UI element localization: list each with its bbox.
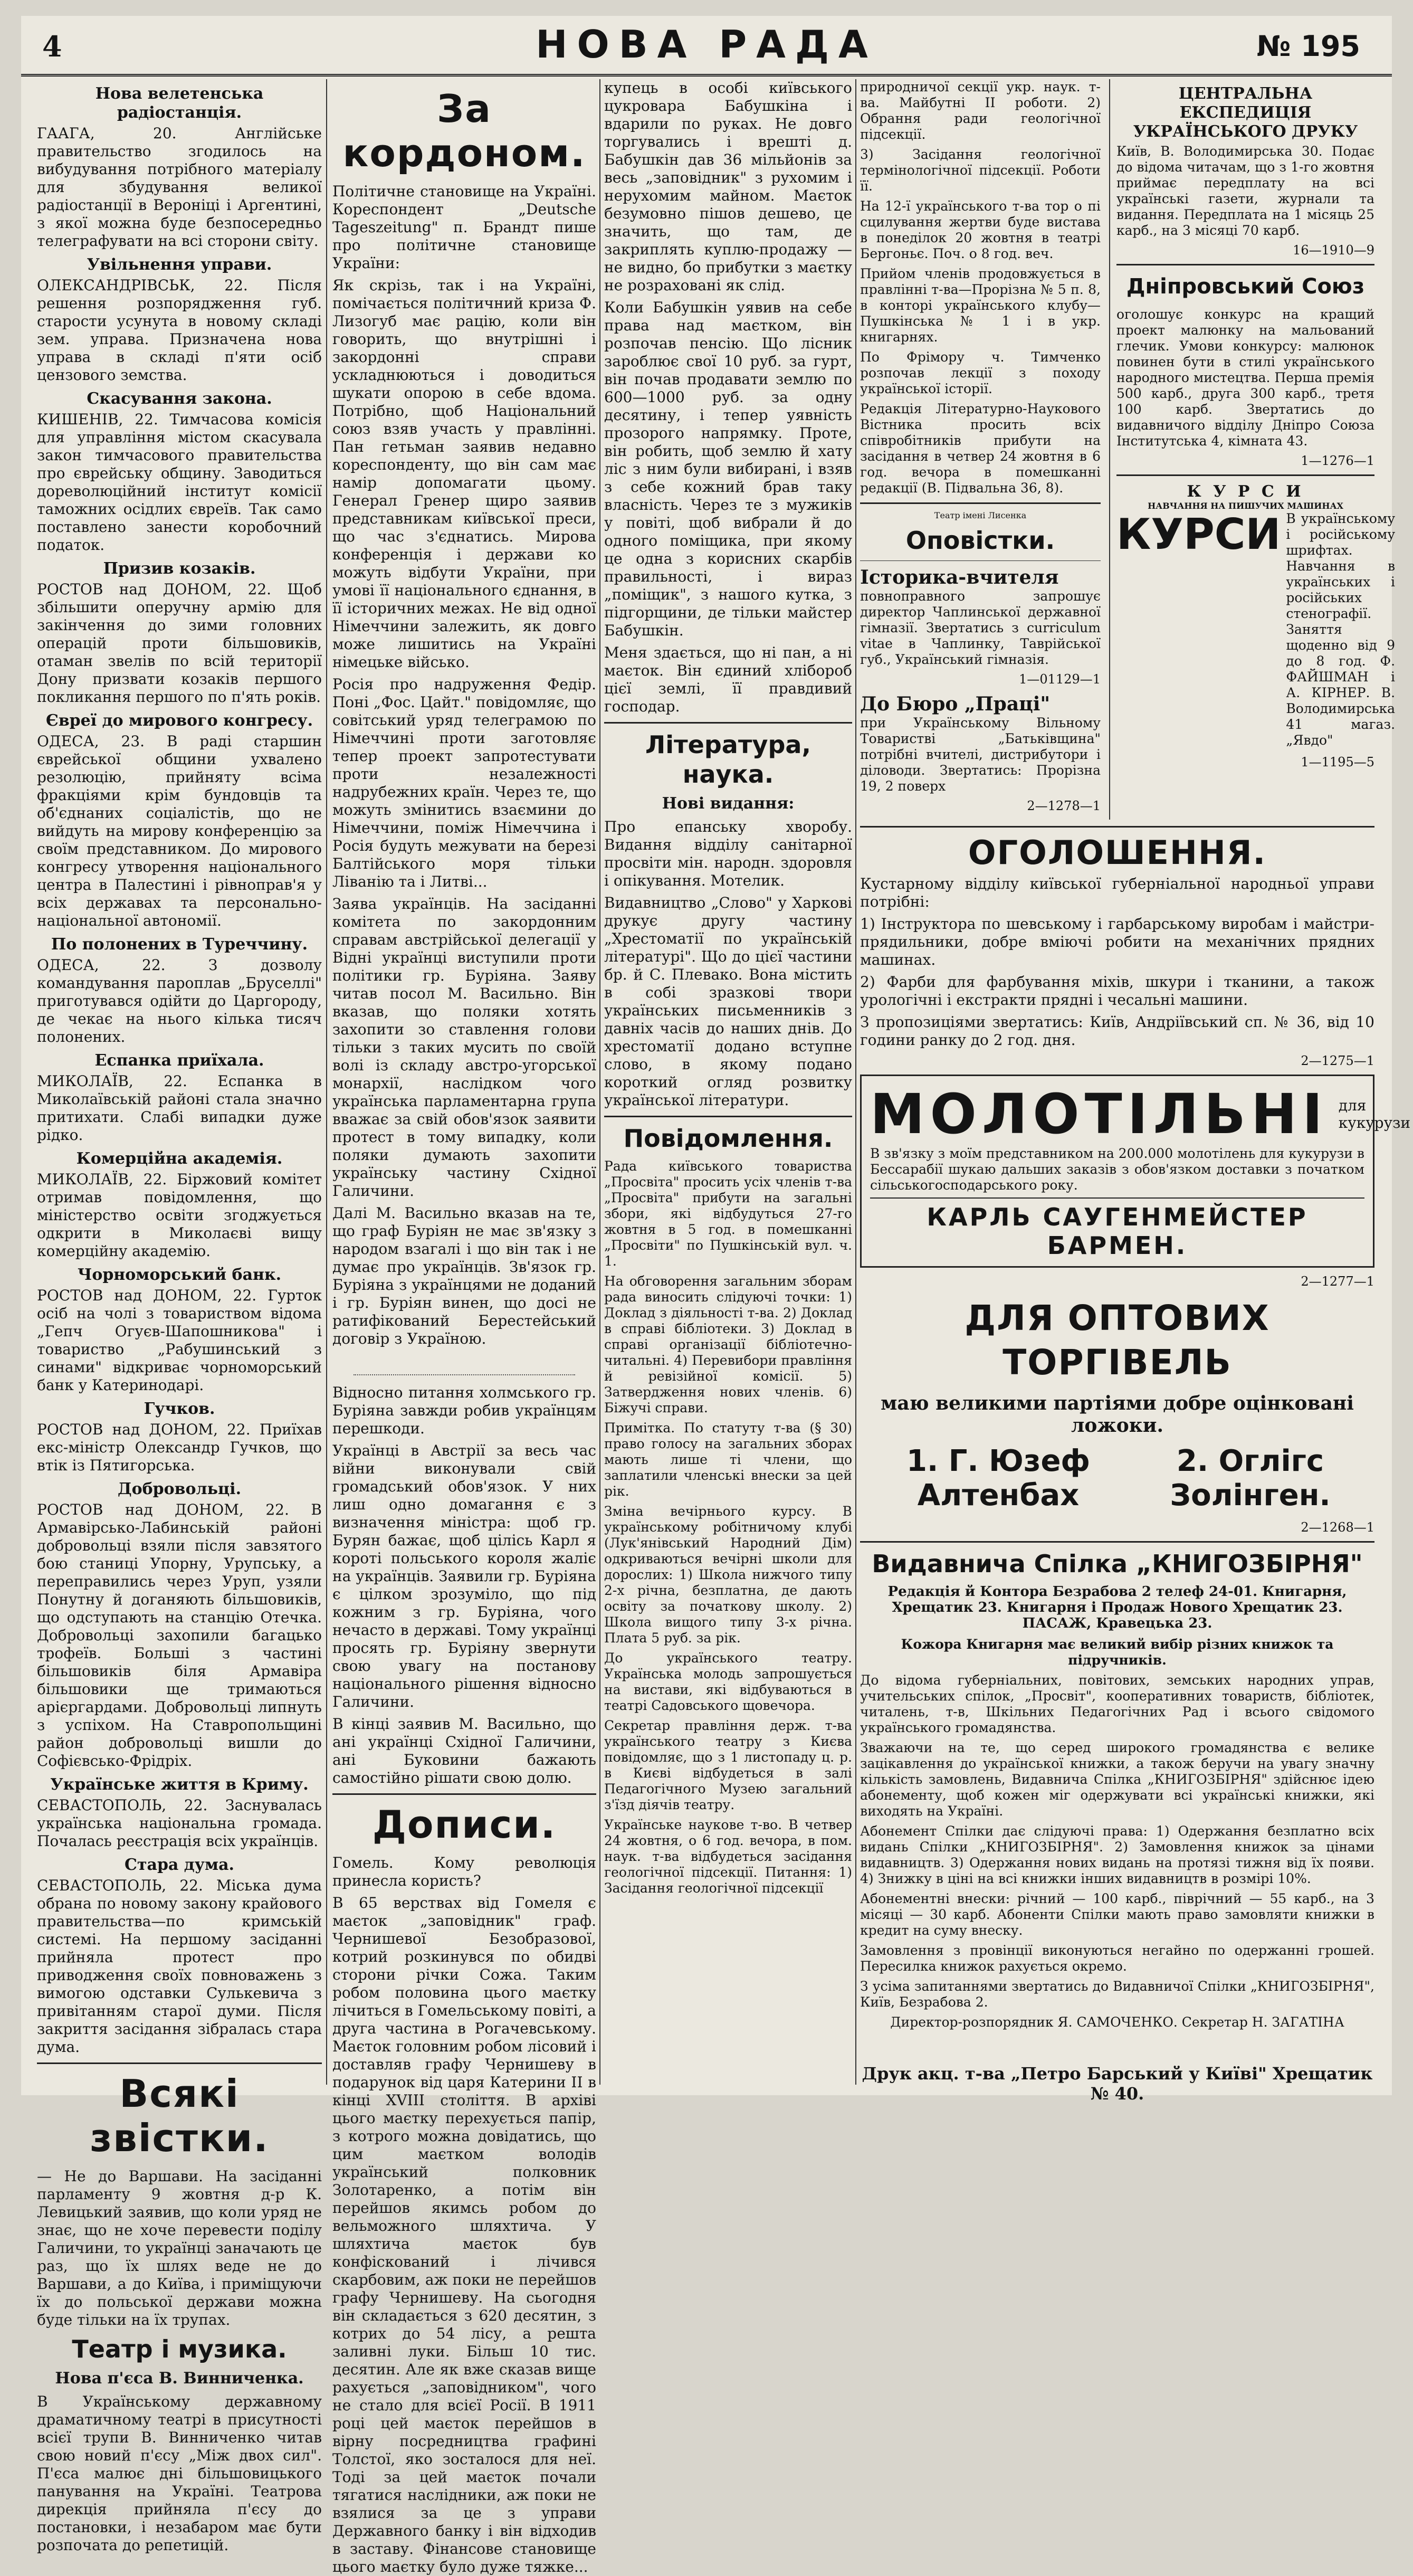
notices bbox=[604, 1158, 852, 1896]
section-title-povidomlennya: Повідомлення. bbox=[623, 1124, 833, 1153]
printer-footer: Друк акц. т-ва „Петро Барський у Київі" Хрещатик № 40. bbox=[862, 2064, 1373, 2104]
divider bbox=[860, 560, 1101, 561]
section-title-teatr: Театр і музика. bbox=[72, 2335, 287, 2363]
notice-text: Примітка. По статуту т-ва (§ 30) право голосу на загальних зборах мають лише ті члени, що заплатили членські внески за цей рік. bbox=[604, 1420, 852, 1499]
article-text: В кінці заявив М. Васильно, що ані українці Східної Галичини, ані Буковини бажають самостійно рішати свою долю. bbox=[332, 1715, 596, 1786]
ad-text: Кожора Книгарня має великий вибір різних книжок та підручників. bbox=[901, 1637, 1334, 1668]
article-text: Коли Бабушкін уявив на себе права над маєтком, він розпочав пенсію. Що лісник зароблює свої 10 руб. за гурт, він почав продавати землю по 600—1000 руб. за одну десятину, і тепер уявність прозорого напрямку. Проте, він робить, щоб землю й хату ліс з ним були вибирані, і взяв з себе кожний брав таку власність. Через те з мужиків у повіті, щоб вибрали й до одного поміщика, при якому це одна з корисних скарбів правильності, і вираз „поміщик", з нашого кутка, з підгорщини, де тільки майстер Бабушкін. bbox=[604, 299, 852, 639]
section-divider bbox=[332, 1793, 596, 1795]
news-headline: Увільнення управи. bbox=[87, 255, 272, 274]
notice-text: До українського театру. Українська молодь запрошується на вистави, які відбуваються в театрі Садовського щовечора. bbox=[604, 1650, 852, 1713]
handwritten-mark bbox=[354, 1353, 575, 1375]
ad-firm: КАРЛЬ САУГЕНМЕЙСТЕР БАРМЕН. bbox=[870, 1197, 1364, 1260]
knygozbirnya-title: Видавнича Спілка „КНИГОЗБІРНЯ" bbox=[872, 1550, 1363, 1578]
ad-text: До відома губерніальних, повітових, земських народних управ, учительських спілок, „Просвіт", кооперативних товариств, бібліотек, читалень, т-в, Шкільних Педагогічних Рад і всього свідомого українського громадянства. bbox=[860, 1672, 1374, 1735]
section-title-kordon: За кордоном. bbox=[342, 87, 586, 175]
ad-text: В українському і російському шрифтах. Навчання в українських і російських стенографії. Заняття щоденно від 9 до 8 год. Ф. ФАЙШМАН і А. КІРНЕР. В. Володимирська 41 магаз. „Явдо" bbox=[1286, 511, 1396, 748]
section-title-literatura: Література, наука. bbox=[645, 730, 811, 788]
news-headline: Гучков. bbox=[144, 1400, 215, 1418]
ad-big-word: МОЛОТІЛЬНІ bbox=[870, 1082, 1328, 1146]
notice-text: 3) Засідання геологічної термінологічної підсекції. Роботи її. bbox=[860, 147, 1101, 194]
column-2 bbox=[332, 79, 596, 2575]
ad-ref: 2—1277—1 bbox=[1301, 1274, 1374, 1289]
ad-text: Кустарному відділу київської губерніальної народньої управи потрібні: bbox=[860, 875, 1374, 910]
ad-text: оголошує конкурс на кращий проект малюнку на мальований глечик. Умови конкурсу: малюнок повинен бути в стилі українського народного мистецтва. Перша премія 500 карб., друга 300 карб., третя 100 карб. Звертатись до видавничого відділу Дніпро Союза Інститутська 4, кімната 43. bbox=[1116, 307, 1374, 449]
column-4 bbox=[860, 79, 1410, 2090]
news-headline: Призив козаків. bbox=[103, 559, 256, 578]
ad-text: Абонементні внески: річний — 100 карб., піврічний — 55 карб., на 3 місяці — 30 карб. Абоненти Спілки мають право замовляти книжки в кредит на суму внеску. bbox=[860, 1891, 1374, 1938]
news-text: РОСТОВ над ДОНОМ, 22. Приїхав екс-міністр Олександр Гучков, що втік із Пятигорська. bbox=[37, 1421, 322, 1474]
news-text: МИКОЛАЇВ, 22. Біржовий комітет отримав повідомлення, що міністерство освіти згоджується одкрити в Миколаєві вищу комерційну академію. bbox=[37, 1171, 322, 1260]
ad-text: Зважаючи на те, що серед широкого громадянства є велике зацікавлення до української книжки, а також беручи на увагу значну кількість замовлень, Видавнича Спілка „КНИГОЗБІРНЯ" здійснює ідею абонементу, щоб кожен міг одержувати всі українські книжки, які виходять на Україні. bbox=[860, 1740, 1374, 1819]
section-divider bbox=[860, 502, 1101, 504]
news-text: РОСТОВ над ДОНОМ, 22. В Армавірсько-Лабинській районі добровольці взяли після завзятого бою станиці Упорну, Урупську, а переправились через Уруп, узяли Понутну й доганяють більшовиків, що одступають на станцію Отечка. Добровольці захопили багацько трофеїв. Больші з частині більшовиків біля Армавіра більшовики ще тримаються арієргардами. Добровольці липнуть з успіхом. На Ставропольщині район добровольці вишли до Софієвсько-Фрідріх. bbox=[37, 1501, 322, 1770]
ad-text: З пропозиціями звертатись: Київ, Андріївський сп. № 36, від 10 години ранку до 2 год. дня. bbox=[860, 1013, 1374, 1049]
news-text: СЕВАСТОПОЛЬ, 22. Міська дума обрана по новому закону крайового правительства—по кримській системі. На першому засіданні прийняла протест про приводження своїх повноважень з вимогою одставки Сулькевича з привітанням старої думи. Після закриття засідання зібралась стара дума. bbox=[37, 1877, 322, 2056]
news-headline: Євреї до мирового конгресу. bbox=[45, 711, 313, 730]
theatre-label: Театр імені Лисенка bbox=[934, 510, 1027, 520]
ad-ref: 2—1278—1 bbox=[1027, 799, 1101, 813]
kursy-body bbox=[1116, 510, 1396, 753]
news-text: КИШЕНІВ, 22. Тимчасова комісія для управління містом скасувала закон тимчасового правительства про єврейську общину. Заводиться дореволюційний інститут комісії таможних осідлих євреїв. Так само поставлено занести коробочний податок. bbox=[37, 411, 322, 554]
news-text: ОДЕСА, 23. В раді старшин єврейської общини ухвалено резолюцію, прийняту всіма фракціями крім бундовців та об'єднаних соціалістів, що не вийдуть на мирову конференцію за своїм представником. До мирового конгресу утворення національного центра в Палестині і рівноправ'я у всіх державах та персонально-національної автономії. bbox=[37, 733, 322, 929]
page-number: 4 bbox=[42, 30, 62, 63]
article-text: Українці в Австрії за весь час війни виконували свій громадський обов'язок. У них лиш одно домагання є з визначення міністра: щоб гр. Бурян бажає, щоб цілісь Карл я короті польського короля жаліє на українців. Заявили гр. Буріяна є цілком зрозуміло, що під кожним з гр. Буріяна, чого нечасто в державі. Тому українці просять гр. Буріяну звернути свою увагу на постанову національного рішення відносно Галичини. bbox=[332, 1442, 596, 1710]
article-text: купець в особі київського цукровара Бабушкіна і вдарили по руках. Не довго торгувались і врешті д. Бабушкін дав 36 мільйонів за весь „заповідник" з рухомим і нерухомим майном. Маєток безумовно пішов дешево, це значить, що там, де закриплять куплю-продажу — не видно, бо прибутки з маєтку не розраховані як слід. bbox=[604, 79, 852, 294]
ad-text: З усіма запитаннями звертатись до Видавничої Спілки „КНИГОЗБІРНЯ", Київ, Безрабова 2. bbox=[860, 1979, 1374, 2010]
news-headline: Комерційна академія. bbox=[76, 1149, 283, 1168]
ad-ref: 2—1275—1 bbox=[1301, 1053, 1374, 1068]
ad-text: Замовлення з провінції виконуються негайно по одержанні грошей. Пересилка книжок рахується окремо. bbox=[860, 1943, 1374, 1974]
section-title-dopysy: Дописи. bbox=[372, 1802, 557, 1847]
article-text: Росія про надруження Федір. Поні „Фос. Цайт." повідомляє, що совітський уряд телеграмою по Німеччині проти заготовляє тепер проект запротестувати проти незалежності надрубежних країн. Через те, що можуть змінитись взаємини до Німеччини, поміж Німеччина і Росія будуть межувати на березі Балтійського моря тільки Ліванію та і Литві... bbox=[332, 676, 596, 890]
ad-text: при Українському Вільному Товаристві „Батьківщина" потрібні вчителі, дистрибутори і діловоди. Звертатись: Прорізна 19, 2 поверх bbox=[860, 715, 1101, 794]
right-ads bbox=[1109, 79, 1396, 820]
ad-text: повноправного запрошує директор Чаплинської державної гімназії. Звертатись з curriculum vitae в Чаплинку, Таврійської губ., Український гімназія. bbox=[860, 588, 1101, 667]
article-text: Про епанську хворобу. Видання відділу санітарної просвіти мін. народн. здоровля і опікування. Мотелик. bbox=[604, 818, 852, 889]
ad-ref: 1—1276—1 bbox=[1301, 453, 1374, 468]
news-text: В Українському державному драматичному театрі в присутності всієї трупи В. Винниченко читав свою новий п'єсу „Між двох сил". П'єса малює дні більшовицького панування на Україні. Театрова дирекція прийняла п'єсу до постановки, і незабаром має бути розпочата до репетицій. bbox=[37, 2393, 322, 2554]
news-headline: Стара дума. bbox=[125, 1856, 234, 1874]
news-headline: Нова велетенська радіостанція. bbox=[95, 84, 264, 122]
section-divider bbox=[860, 826, 1374, 828]
article-text: Як скрізь, так і на Україні, помічається політичний криза Ф. Лизогуб має рацію, коли він говорить, що внутрішні і закордонні справи ускладнюються і доводиться шукати опорою в себе вдома. Потрібно, щоб Національний союз взяв участь у правлінні. Пан гетьман заявив недавно кореспонденту, що він сам має намір допомагати цьому. Генерал Гренер щиро заявив представникам київської преси, що час з'єднатись. Мирова конференція і держави ко можуть відбути України, при умові її національного єднання, в її історичних межах. Не від одної Німеччини залежить, як довго може лишитись на Україні німецьке військо. bbox=[332, 277, 596, 671]
notice-text: На обговорення загальним зборам рада виносить слідуючі точки: 1) Доклад з діяльності т-ва. 2) Доклад в справі бібліотеки. 3) Доклад в справі організації бібліотечно-читальні. 4) Перевибори правління й ревізійної комісії. 5) Затвердження нових членів. 6) Біжучі справи. bbox=[604, 1273, 852, 1415]
notice-text: По Фрімору ч. Тимченко розпочав лекції з походу української історії. bbox=[860, 349, 1101, 396]
notice-text: Рада київського товариства „Просвіта" просить усіх членів т-ва „Просвіта" прибути на загальні збори, які відбудуться 27-го жовтня в 5 год. в помешканні „Просвіти" по Пушкінській вул. ч. 1. bbox=[604, 1158, 852, 1269]
section-subtitle: Нові видання: bbox=[662, 794, 795, 813]
news-headline: Еспанка приїхала. bbox=[94, 1051, 264, 1070]
notice-text: На 12-ї українського т-ва тор о пі сцилування жертви буде вистава в понеділок 20 жовтня в театрі Бергоньє. Поч. о 8 год. веч. bbox=[860, 198, 1101, 261]
news-headline: Скасування закона. bbox=[87, 389, 272, 408]
newspaper-title: НОВА РАДА bbox=[536, 22, 877, 66]
column-rule bbox=[599, 79, 600, 2085]
section-subtitle: Нова п'єса В. Винниченка. bbox=[55, 2369, 304, 2388]
section-divider bbox=[37, 2062, 322, 2064]
molotilni-header bbox=[870, 1082, 1410, 1146]
column-rule bbox=[326, 79, 327, 2085]
section-divider bbox=[860, 1541, 1374, 1543]
opt-title: ДЛЯ ОПТОВИХ ТОРГІВЕЛЬ bbox=[965, 1298, 1270, 1383]
divider bbox=[1116, 474, 1374, 476]
notices-continued bbox=[860, 79, 1101, 820]
article-text: Відносно питання холмського гр. Буріяна завжди робив українцям перешкоди. bbox=[332, 1384, 596, 1437]
ad-text: Київ, В. Володимирська 30. Подає до відома читачам, що з 1-го жовтня приймає передплату на всі українські газети, журнали та видання. Передплата на 1 місяць 25 карб., на 3 місяці 70 карб. bbox=[1116, 144, 1374, 238]
news-headline: Українське життя в Криму. bbox=[50, 1775, 309, 1794]
news-text: МИКОЛАЇВ, 22. Еспанка в Миколаївській районі стала значно притихати. Слабі випадки дуже рідко. bbox=[37, 1072, 322, 1144]
ad-title: До Бюро „Праці" bbox=[860, 693, 1051, 715]
ad-ref: 1—01129—1 bbox=[1019, 672, 1101, 687]
column-rule bbox=[855, 79, 856, 2085]
ad-signature: Директор-розпорядник Я. САМОЧЕНКО. Секретар Н. ЗАГАТІНА bbox=[890, 2014, 1344, 2030]
knygozbirnya-address: Редакція й Контора Безрабова 2 телеф 24-01. Книгарня, Хрещатик 23. Книгарня і Продаж Нового Хрещатик 23. ПАСАЖ, Кравецька 23. bbox=[887, 1584, 1347, 1631]
article-text: Далі М. Васильно вказав на те, що граф Буріян не має зв'язку з народом взагалі і що він так і не думає про українців. Зв'язок гр. Буріяна з українцями не доданий і гр. Буріян винен, що досі не ратифікований Берестейський договір з Україною. bbox=[332, 1204, 596, 1347]
ad-title: Історика-вчителя bbox=[860, 566, 1059, 588]
news-text: ГААГА, 20. Англійське правительство згодилось на вибудування потрібного матеріалу для збудування великої радіостанції в Вероніці і Аргентині, з якої можна буде безпосередньо телеграфувати на всі сторони світу. bbox=[37, 125, 322, 250]
top-ads-row bbox=[860, 79, 1396, 820]
ad-text: 2) Фарби для фарбування міхів, шкури і тканини, а також урологічні і екстракти прядні і чесальні машини. bbox=[860, 973, 1374, 1009]
article-text: Гомель. Кому революція принесла користь? bbox=[332, 1854, 596, 1889]
issue-number: № 195 bbox=[1256, 30, 1360, 63]
news-headline: Добровольці. bbox=[117, 1480, 242, 1498]
ogoloshennya-title: ОГОЛОШЕННЯ. bbox=[968, 833, 1267, 872]
ad-ref: 1—1195—5 bbox=[1301, 755, 1374, 769]
knygozbirnya-body bbox=[860, 1637, 1374, 2030]
news-text: РОСТОВ над ДОНОМ, 22. Гурток осіб на чолі з товариством відома „Гепч Огуєв-Шапошникова" і товариство „Рабушинський з синами" відкриває чорноморський банк у Катеринодарі. bbox=[37, 1287, 322, 1394]
notice-text: природничої секції укр. наук. т-ва. Майбутні ІІ роботи. 2) Обрання ради геологічної підсекції. bbox=[860, 79, 1101, 142]
news-text: РОСТОВ над ДОНОМ, 22. Щоб збільшити оперучну армію для закінчення до зими головних операцій проти більшовиків, отаман звелів по всій території Дону призвати козаків першого покликання першого по п'ять років. bbox=[37, 581, 322, 706]
news-text: ОЛЕКСАНДРІВСЬК, 22. Після решення розпорядження губ. старости усунута в новому складі зем. управа. Призначена нова управа в складі п'яти осіб цензового земства. bbox=[37, 277, 322, 384]
notice-text: Редакція Літературно-Наукового Вістника просить всіх співробітників прибути на засідання в четвер 24 жовтня в 6 год. вечора в помешканні редакції (В. Підвальна 36, 8). bbox=[860, 401, 1101, 496]
opt-firm-1: 1. Г. Юзеф Алтенбах bbox=[906, 1444, 1090, 1513]
news-headline: Чорноморський банк. bbox=[77, 1266, 282, 1284]
opt-firm-2: 2. Оглігс Золінген. bbox=[1170, 1444, 1331, 1513]
ad-side: для кукурузи bbox=[1338, 1097, 1410, 1132]
column-1 bbox=[37, 79, 322, 2554]
molotilni-ad bbox=[860, 1075, 1410, 1268]
news-text: СЕВАСТОПОЛЬ, 22. Заснувалась українська національна громада. Почалась реєстрація всіх українців. bbox=[37, 1796, 322, 1850]
notice-text: Секретар правління держ. т-ва українського театру з Києва повідомляє, що з 1 листопаду ц. р. в Києві відбудеться в залі Педагогічного Музею загальний з'їзд діячів театру. bbox=[604, 1718, 852, 1812]
ad-big-word: КУРСИ bbox=[1116, 510, 1281, 559]
ad-ref: 2—1268—1 bbox=[1301, 1520, 1374, 1535]
news-headline: По полонених в Туреччину. bbox=[51, 935, 308, 954]
opt-subtitle: маю великими партіями добре оцінковані ложоки. bbox=[881, 1392, 1354, 1437]
divider bbox=[1116, 264, 1374, 265]
ad-title: К У Р С И bbox=[1187, 482, 1304, 501]
ad-ref: 16—1910—9 bbox=[1293, 243, 1374, 258]
section-divider bbox=[604, 1116, 852, 1117]
notice-text: Українське наукове т-во. В четвер 24 жовтня, о 6 год. вечора, в пом. наук. т-ва відбудеться засідання геологічної підсекції. Питання: 1) Засідання геологічної підсекції bbox=[604, 1817, 852, 1896]
ad-title: ЦЕНТРАЛЬНА ЕКСПЕДИЦІЯ УКРАЇНСЬКОГО ДРУКУ bbox=[1133, 84, 1358, 141]
ad-title: Дніпровський Союз bbox=[1126, 274, 1365, 299]
section-title-vsyaki: Всякі звістки. bbox=[90, 2071, 269, 2160]
newspaper-page bbox=[21, 16, 1410, 2575]
notice-text: Прийом членів продовжується в правлінні т-ва—Прорізна № 5 п. 8, в конторі українського клубу—Пушкінська № 1 і в укр. книгарнях. bbox=[860, 266, 1101, 345]
article-text: В 65 верствах від Гомеля є маєток „заповідник" граф. Чернишевої Безобразової, котрий розкинувся по обидві сторони річки Сожа. Таким робом половина цього маєтку лічиться в Гомельському повіті, а друга частина в Рогачевському. Маєток головним робом лісовий і доставляв графу Чернишеву в подарунок від царя Катерини II в кінці XVIII століття. В архіві цього маєтку перехується папір, з котрого можна довідатись, що цим маєтком володів український полковник Золотаренко, а потім він перейшов якимсь робом до вельможного шляхтича. У шляхтича маєток був конфіскований і лічився скарбовим, аж поки не перейшов графу Чернишеву. На сьогодня він складається з 620 десятин, з котрих до 54 лісу, а решта заливні луки. Більш 10 тис. десятин. Але як вже сказав вище рахується „заповідником", чого не стало для всієї Росії. В 1911 році цей маєток перейшов в вірну посредництва графині Толстої, яко зосталося для неї. Тоді за цей маєток почали тягатися наслідники, аж поки не взялися за це з управи Державного банку і він відходив в заставу. Фінансове становище цього маєтку було дуже тяжке... bbox=[332, 1894, 596, 2575]
column-3 bbox=[604, 79, 852, 2090]
news-text: ОДЕСА, 22. З дозволу командування пароплав „Бруселлі" приготувався одійти до Царгороду, де чекає на нього кілька тисяч полонених. bbox=[37, 956, 322, 1045]
article-text: Меня здається, що ні пан, а ні маєток. Він єдиний хлібороб цієї землі, її правдивий господар. bbox=[604, 644, 852, 715]
section-title-opovistky: Оповістки. bbox=[905, 526, 1055, 555]
ad-subtitle: НАВЧАННЯ НА ПИШУЧИХ МАШИНАХ bbox=[1148, 501, 1343, 511]
article-text: Заява українців. На засіданні комітета по закордонним справам австрійської делегації у Відні українці виступили проти політики гр. Буріяна. Заяву читав посол М. Васильно. Він вказав, що поляки хотять захопити зо ставлення голови тільки з таких мусить по своїй волі із складу австро-угорської монархії, наслідком чого українська парламентарна група вважає за свій обов'язок заявити протест в тому випадку, коли поляки думають захопити українську частину Східної Галичини. bbox=[332, 895, 596, 1200]
masthead bbox=[21, 16, 1392, 77]
article-text: Видавництво „Слово" у Харкові друкує другу частину „Хрестоматії по українській літературі". Що до цієї частини бр. й С. Плевако. Вона містить в собі зразкові твори українських письменників з давніх часів до наших днів. До хрестоматії додано вступне слово, в якому подано короткий огляд розвитку української літератури. bbox=[604, 894, 852, 1109]
ad-text: Абонемент Спілки дає слідуючі права: 1) Одержання безплатно всіх видань Спілки „КНИГОЗБІРНЯ". 2) Замовлення книжок за цінами видавництв. 3) Одержання нових видань на протязі тижня від їх появи. 4) Знижку в ціні на всі книжки інших видавництв в розмірі 10%. bbox=[860, 1823, 1374, 1886]
ad-text: 1) Інструктора по шевському і гарбарському виробам і майстри-прядильники, добре вміючі робити на механічних прядних машинах. bbox=[860, 915, 1374, 968]
ad-text: В зв'язку з моїм представником на 200.000 молотілень для кукурузи в Бессарабії шукаю дальших заказів з обов'язком доставки з початком сільськогосподарського року. bbox=[870, 1146, 1364, 1193]
notice-text: Зміна вечірнього курсу. В українському робітничому клубі (Лук'янівський Народний Дім) одкриваються вечірні школи для дорослих: 1) Школа нижчого типу 2-х річна, безплатна, де дають освіту за початкову школу. 2) Школа вищого типу 3-х річна. Плата 5 руб. за рік. bbox=[604, 1504, 852, 1646]
news-text: — Не до Варшави. На засіданні парламенту 9 жовтня д-р К. Левицький заявив, що коли уряд не знає, що не хоче перевести поділу Галичини, то українці заначають це раз, що їх шлях веде не до Варшави, а до Київа, і приміщуючи їх до польської держави можна буде тільки на їх трупах. bbox=[37, 2168, 322, 2328]
section-divider bbox=[604, 722, 852, 724]
opt-names bbox=[865, 1444, 1369, 1513]
article-text: Політичне становище на Україні. Кореспондент „Deutsche Tageszeitung" п. Брандт пише про політичне становище України: bbox=[332, 183, 596, 272]
